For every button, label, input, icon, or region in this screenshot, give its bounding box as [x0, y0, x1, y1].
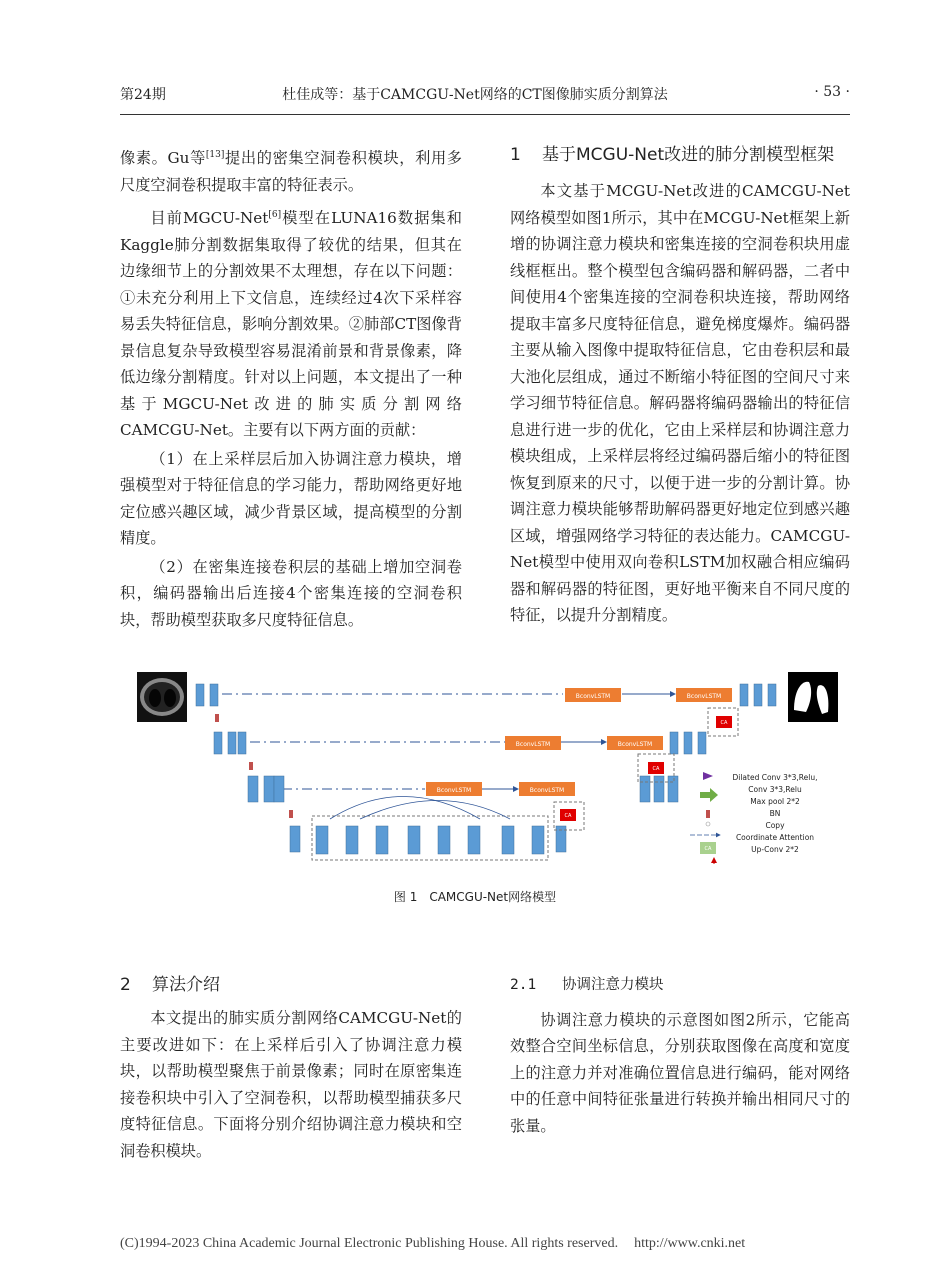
copyright-footer: (C)1994-2023 China Academic Journal Electronic Publishing House. All rights reserved. http://www.cnki.net: [120, 1236, 746, 1251]
right-column: [510, 142, 850, 629]
output-mask: [788, 672, 838, 722]
maxpool-legend-icon: [706, 810, 710, 818]
ca-label: CA: [720, 720, 728, 726]
legend: [690, 772, 720, 864]
bconvlstm-label: BconvLSTM: [529, 787, 565, 794]
conv-legend-icon: [700, 788, 718, 802]
page-number: · 53 ·: [814, 84, 850, 100]
bconvlstm-label: BconvLSTM: [617, 741, 653, 748]
section2-left: [120, 972, 462, 1164]
legend-bn-label: BN: [769, 809, 781, 818]
section-heading: 1 基于MCGU-Net改进的肺分割模型框架: [510, 145, 835, 165]
bconvlstm-label: BconvLSTM: [515, 741, 551, 748]
header-rule: [120, 114, 850, 115]
network-figure: [130, 664, 850, 886]
legend-conv-label: Conv 3*3,Relu: [748, 785, 802, 794]
citation: [6]: [268, 210, 282, 221]
section21-right: [510, 972, 850, 1139]
legend-copy-label: Copy: [765, 821, 785, 830]
running-title: 杜佳成等：基于CAMCGU-Net网络的CT图像肺实质分割算法: [282, 87, 668, 103]
paragraph: 目前MGCU-Net[6]模型在LUNA16数据集和Kaggle肺分割数据集取得了较优的结果，但其在边缘细节上的分割效果不太理想，存在以下问题：①未充分利用上下文信息，连续经过4次下采样容易丢失特征信息，影响分割效果。②肺部CT图像背景信息复杂导致模型容易混淆前景和背景像素，降低边缘分割精度。针对以上问题，本文提出了一种基于MGCU-Net改进的肺实质分割网络CAMCGU-Net。主要有以下两方面的贡献：: [120, 209, 462, 440]
bconvlstm-label: BconvLSTM: [436, 787, 472, 794]
citation: [13]: [205, 150, 225, 160]
subsection-heading: 2.1 协调注意力模块: [510, 977, 664, 993]
bconvlstm-label: BconvLSTM: [686, 693, 722, 700]
ca-label: CA: [652, 766, 660, 772]
input-ct-image: [137, 672, 187, 722]
bn-legend-icon: [706, 822, 710, 826]
issue-label: 第24期: [120, 87, 166, 103]
legend-ca-label: Coordinate Attention: [735, 833, 815, 842]
dilated-conv-legend-icon: [703, 772, 713, 780]
ca-label: CA: [564, 813, 572, 819]
paragraph: 本文基于MCGU-Net改进的CAMCGU-Net网络模型如图1所示，其中在MCGU-Net框架上新增的协调注意力模块和密集连接的空洞卷积块用虚线框框出。整个模型包含编码器和解码器，二者中间使用4个密集连接的空洞卷积块连接，帮助网络提取丰富多尺度特征信息，避免梯度爆炸。编码器主要从输入图像中提取特征信息，它由卷积层和最大池化层组成，通过不断缩小特征图的空间尺寸来学习细节特征信息。解码器将编码器输出的特征信息进行进一步的优化，它由上采样层和协调注意力模块组成，上采样层将经过编码器后缩小的特征图恢复到原来的尺寸，以便于进一步的分割计算。协调注意力模块能够帮助解码器更好地定位到感兴趣区域，增强网络学习特征的表达能力。CAMCGU-Net模型中使用双向卷积LSTM加权融合相应编码器和解码器的特征图，更好地平衡来自不同尺度的特征，以提升分割精度。: [510, 182, 850, 624]
legend-maxpool-label: Max pool 2*2: [750, 797, 800, 806]
legend-dilated-label: Dilated Conv 3*3,Relu,: [732, 773, 818, 782]
svg-text:CA: CA: [704, 846, 712, 852]
figure-caption: 图 1 CAMCGU-Net网络模型: [393, 890, 557, 904]
cnki-link[interactable]: http://www.cnki.net: [634, 1236, 746, 1251]
left-column: [120, 142, 462, 633]
ca-frames: [554, 708, 738, 830]
conv-blocks: [196, 684, 776, 854]
paragraph: 本文提出的肺实质分割网络CAMCGU-Net的主要改进如下：在上采样后引入了协调注意力模块，以帮助模型聚焦于前景像素；同时在原密集连接卷积块中引入了空洞卷积，以帮助模型捕获多尺度特征信息。下面将分别介绍协调注意力模块和空洞卷积模块。: [120, 1009, 462, 1160]
paragraph: （1）在上采样层后加入协调注意力模块，增强模型对于特征信息的学习能力，帮助网络更好地定位感兴趣区域，减少背景区域，提高模型的分割精度。: [120, 449, 462, 548]
paragraph: （2）在密集连接卷积层的基础上增加空洞卷积，编码器输出后连接4个密集连接的空洞卷积块，帮助模型获取多尺度特征信息。: [120, 557, 462, 629]
maxpool-arrows: [215, 714, 293, 818]
paragraph: 协调注意力模块的示意图如图2所示，它能高效整合空间坐标信息，分别获取图像在高度和宽度上的注意力并对准确位置信息进行编码，能对网络中的任意中间特征张量进行转换并输出相同尺寸的张量。: [510, 1010, 850, 1135]
legend-upconv-label: Up-Conv 2*2: [751, 845, 799, 854]
section-heading: 2 算法介绍: [120, 975, 220, 995]
paragraph: 像素。Gu等[13]提出的密集空洞卷积模块，利用多尺度空洞卷积提取丰富的特征表示。: [120, 149, 462, 194]
bconvlstm-label: BconvLSTM: [575, 693, 611, 700]
